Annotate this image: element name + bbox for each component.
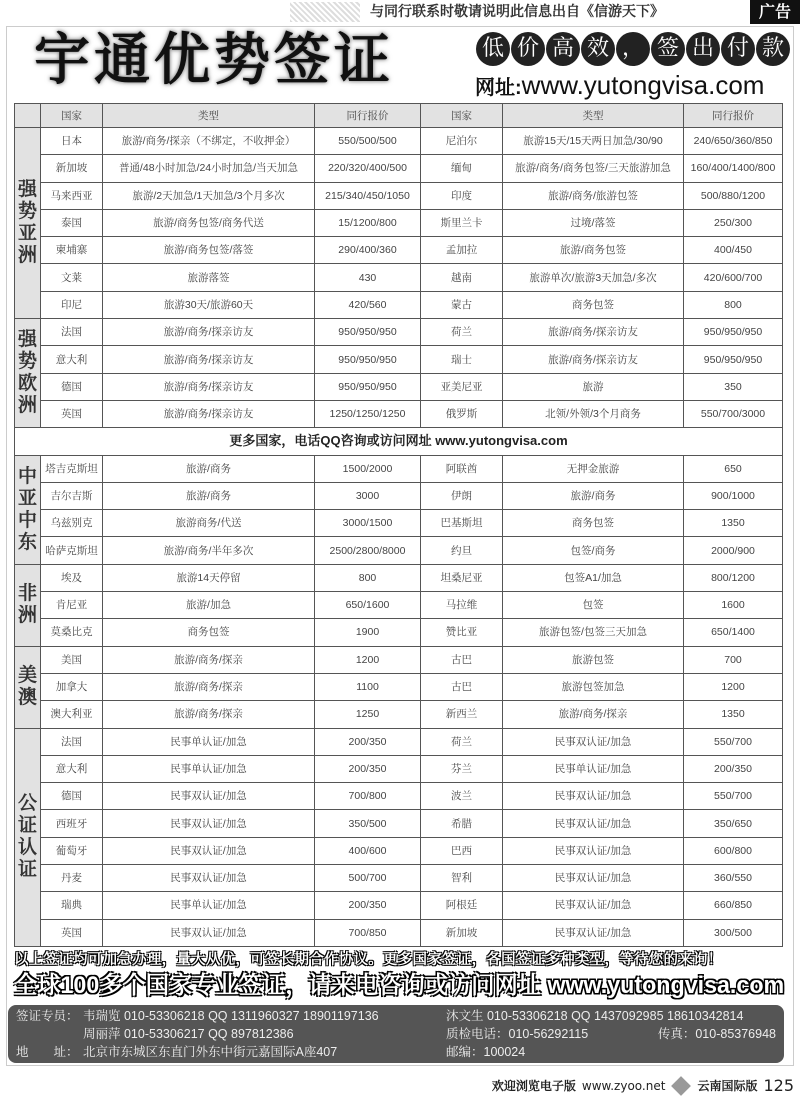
table-row [15,373,783,400]
country-cell: 波兰 [421,783,503,810]
table-row [15,482,783,509]
visa-type-cell: 旅游/商务 [103,482,315,509]
price-cell: 900/1000 [684,482,783,509]
country-cell: 德国 [41,373,103,400]
table-row [15,510,783,537]
country-cell: 印度 [421,182,503,209]
price-cell: 220/320/400/500 [315,155,421,182]
table-row [15,128,783,155]
table-row [15,892,783,919]
country-cell: 英国 [41,400,103,427]
slogan-char: ， [616,32,650,66]
price-cell: 1250/1250/1250 [315,400,421,427]
country-cell: 意大利 [41,346,103,373]
column-header: 类型 [503,104,684,128]
visa-type-cell: 民事双认证/加急 [103,865,315,892]
visa-type-cell: 民事双认证/加急 [503,892,684,919]
slogan [476,32,790,66]
country-cell: 丹麦 [41,865,103,892]
country-cell: 俄罗斯 [421,400,503,427]
price-cell: 350/500 [315,810,421,837]
country-cell: 乌兹别克 [41,510,103,537]
table-row [15,619,783,646]
price-cell: 400/450 [684,237,783,264]
visa-type-cell: 旅游/商务/探亲访友 [103,373,315,400]
visa-type-cell: 旅游/商务/半年多次 [103,537,315,564]
brand-title: 宇通优势签证 [34,28,394,93]
visa-type-cell: 旅游/商务 [503,482,684,509]
visa-type-cell: 包签A1/加急 [503,564,684,591]
column-header: 国家 [421,104,503,128]
price-cell: 650 [684,455,783,482]
visa-type-cell: 旅游/商务/探亲（不绑定，不收押金） [103,128,315,155]
price-cell: 215/340/450/1050 [315,182,421,209]
visa-type-cell: 旅游/商务/探亲 [103,646,315,673]
ad-label: 广告 [750,0,800,24]
country-cell: 荷兰 [421,319,503,346]
price-cell: 1200 [684,673,783,700]
country-cell: 马拉维 [421,592,503,619]
table-row [15,755,783,782]
table-row [15,182,783,209]
top-bar [0,0,800,24]
visa-type-cell: 旅游/2天加急/1天加急/3个月多次 [103,182,315,209]
price-cell: 350 [684,373,783,400]
country-cell: 巴西 [421,837,503,864]
country-cell: 伊朗 [421,482,503,509]
table-row [15,209,783,236]
table-row [15,783,783,810]
region-label: 公证认证 [15,728,41,946]
country-cell: 法国 [41,728,103,755]
table-row [15,564,783,591]
price-cell: 550/500/500 [315,128,421,155]
country-cell: 澳大利亚 [41,701,103,728]
visa-type-cell: 民事双认证/加急 [503,837,684,864]
price-cell: 550/700 [684,783,783,810]
visa-type-cell: 旅游/商务/探亲 [103,701,315,728]
visa-type-cell: 民事双认证/加急 [503,919,684,946]
price-cell: 700/800 [315,783,421,810]
country-cell: 肯尼亚 [41,592,103,619]
visa-type-cell: 旅游/商务 [103,455,315,482]
price-cell: 1500/2000 [315,455,421,482]
visa-type-cell: 民事双认证/加急 [103,783,315,810]
price-cell: 800 [315,564,421,591]
country-cell: 文莱 [41,264,103,291]
visa-type-cell: 民事单认证/加急 [103,892,315,919]
price-cell: 3000/1500 [315,510,421,537]
visa-type-cell: 旅游/商务/探亲访友 [103,319,315,346]
country-cell: 阿根廷 [421,892,503,919]
magazine-logo-icon [672,1076,692,1096]
footer-slogan: 全球100多个国家专业签证，请来电咨询或访问网址 www.yutongvisa.com [14,971,785,999]
price-cell: 2000/900 [684,537,783,564]
country-cell: 赞比亚 [421,619,503,646]
price-cell: 1250 [315,701,421,728]
table-row [15,701,783,728]
price-cell: 160/400/1400/800 [684,155,783,182]
price-cell: 1350 [684,701,783,728]
visa-type-cell: 北领/外领/3个月商务 [503,400,684,427]
table-row [15,155,783,182]
staff-2: 沐文生 010-53306218 QQ 1437092985 18610342814 [446,1008,744,1023]
visa-type-cell: 旅游包签/包签三天加急 [503,619,684,646]
country-cell: 缅甸 [421,155,503,182]
table-row [15,291,783,318]
price-cell: 700 [684,646,783,673]
slogan-char: 签 [651,32,685,66]
promo-text: 欢迎浏览电子版 [491,1079,576,1093]
table-row [15,346,783,373]
table-row [15,537,783,564]
visa-type-cell: 民事双认证/加急 [103,810,315,837]
region-header [15,104,41,128]
country-cell: 芬兰 [421,755,503,782]
country-cell: 斯里兰卡 [421,209,503,236]
visa-type-cell: 民事单认证/加急 [503,755,684,782]
price-cell: 240/650/360/850 [684,128,783,155]
fax: 传真：010-85376948 [657,1026,776,1041]
visa-type-cell: 商务包签 [503,510,684,537]
slogan-char: 款 [756,32,790,66]
price-cell: 420/600/700 [684,264,783,291]
table-row [15,592,783,619]
price-cell: 420/560 [315,291,421,318]
country-cell: 约旦 [421,537,503,564]
content-flow [14,103,786,1063]
table-row [15,673,783,700]
country-cell: 智利 [421,865,503,892]
price-cell: 200/350 [315,728,421,755]
price-cell: 950/950/950 [684,346,783,373]
slogan-char: 价 [511,32,545,66]
url-label: 网址: [475,77,522,99]
visa-type-cell: 旅游/商务/探亲 [103,673,315,700]
visa-type-cell: 旅游/商务/探亲访友 [503,346,684,373]
visa-type-cell: 旅游落签 [103,264,315,291]
country-cell: 意大利 [41,755,103,782]
price-cell: 3000 [315,482,421,509]
visa-type-cell: 民事双认证/加急 [503,810,684,837]
table-row [15,264,783,291]
visa-type-cell: 旅游14天停留 [103,564,315,591]
price-cell: 950/950/950 [315,373,421,400]
region-label: 非洲 [15,564,41,646]
staff-3: 周丽萍 010-53306217 QQ 897812386 [83,1026,294,1041]
visa-type-cell: 旅游/加急 [103,592,315,619]
visa-type-cell: 旅游商务/代送 [103,510,315,537]
footer-notice: 以上签证均可加急办理，量大从优，可签长期合作协议。更多国家签证，各国签证多种类型，等待您的来询！ [14,951,723,968]
column-header: 国家 [41,104,103,128]
website[interactable] [475,70,764,100]
country-cell: 新西兰 [421,701,503,728]
visa-type-cell: 旅游包签 [503,646,684,673]
price-cell: 950/950/950 [315,319,421,346]
country-cell: 柬埔寨 [41,237,103,264]
country-cell: 古巴 [421,673,503,700]
pattern-decoration [290,2,360,22]
page-number: 125 [763,1076,794,1095]
country-cell: 法国 [41,319,103,346]
price-cell: 2500/2800/8000 [315,537,421,564]
visa-type-cell: 商务包签 [103,619,315,646]
price-cell: 950/950/950 [315,346,421,373]
country-cell: 亚美尼亚 [421,373,503,400]
region-label: 美澳 [15,646,41,728]
country-cell: 吉尔吉斯 [41,482,103,509]
visa-type-cell: 民事双认证/加急 [503,865,684,892]
visa-type-cell: 旅游/商务包签/落签 [103,237,315,264]
price-cell: 15/1200/800 [315,209,421,236]
visa-type-cell: 旅游/商务/探亲访友 [103,400,315,427]
visa-type-cell: 旅游/商务/探亲 [503,701,684,728]
price-cell: 1200 [315,646,421,673]
contact-box [8,1005,784,1063]
price-cell: 600/800 [684,837,783,864]
zip-code: 邮编：100024 [446,1044,526,1059]
country-cell: 阿联酋 [421,455,503,482]
price-cell: 800/1200 [684,564,783,591]
source-note: 与同行联系时敬请说明此信息出自《信游天下》 [370,4,664,20]
price-cell: 1100 [315,673,421,700]
country-cell: 日本 [41,128,103,155]
visa-type-cell: 民事双认证/加急 [503,728,684,755]
visa-type-cell: 旅游/商务包签/商务代送 [103,209,315,236]
column-header: 同行报价 [315,104,421,128]
price-cell: 500/880/1200 [684,182,783,209]
visa-type-cell: 过境/落签 [503,209,684,236]
slogan-char: 低 [476,32,510,66]
price-cell: 650/1600 [315,592,421,619]
table-row [15,919,783,946]
visa-type-cell: 民事双认证/加急 [103,919,315,946]
slogan-char: 出 [686,32,720,66]
table-row [15,837,783,864]
price-cell: 950/950/950 [684,319,783,346]
visa-type-cell: 旅游15天/15天两日加急/30/90 [503,128,684,155]
visa-type-cell: 旅游包签加急 [503,673,684,700]
column-header: 类型 [103,104,315,128]
promo-site[interactable]: www.zyoo.net [581,1078,666,1093]
more-countries-note: 更多国家，电话QQ咨询或访问网址 www.yutongvisa.com [15,428,783,455]
table-row [15,237,783,264]
visa-type-cell: 旅游/商务/商务包签/三天旅游加急 [503,155,684,182]
price-cell: 200/350 [315,755,421,782]
table-row [15,810,783,837]
price-cell: 1600 [684,592,783,619]
visa-type-cell: 商务包签 [503,291,684,318]
price-cell: 550/700/3000 [684,400,783,427]
address: 北京市东城区东直门外东中街元嘉国际A座407 [83,1044,338,1059]
price-cell: 650/1400 [684,619,783,646]
country-cell: 坦桑尼亚 [421,564,503,591]
country-cell: 英国 [41,919,103,946]
country-cell: 莫桑比克 [41,619,103,646]
visa-type-cell: 旅游/商务/探亲访友 [503,319,684,346]
slogan-char: 效 [581,32,615,66]
visa-type-cell: 旅游 [503,373,684,400]
table-row [15,319,783,346]
staff-label: 签证专员： [16,1008,79,1023]
price-cell: 550/700 [684,728,783,755]
region-label: 强势欧洲 [15,319,41,428]
address-label: 地 址： [16,1044,79,1059]
country-cell: 德国 [41,783,103,810]
country-cell: 希腊 [421,810,503,837]
visa-type-cell: 旅游单次/旅游3天加急/多次 [503,264,684,291]
column-header: 同行报价 [684,104,783,128]
country-cell: 马来西亚 [41,182,103,209]
visa-type-cell: 民事单认证/加急 [103,755,315,782]
country-cell: 埃及 [41,564,103,591]
country-cell: 新加坡 [41,155,103,182]
table-row [15,728,783,755]
country-cell: 尼泊尔 [421,128,503,155]
visa-type-cell: 无押金旅游 [503,455,684,482]
price-cell: 1350 [684,510,783,537]
qc-phone: 质检电话：010-56292115 [446,1026,589,1041]
country-cell: 西班牙 [41,810,103,837]
country-cell: 加拿大 [41,673,103,700]
country-cell: 瑞典 [41,892,103,919]
visa-type-cell: 旅游30天/旅游60天 [103,291,315,318]
staff-1: 韦瑞览 010-53306218 QQ 1311960327 18901197136 [83,1008,379,1023]
region-label: 强势亚洲 [15,128,41,319]
country-cell: 古巴 [421,646,503,673]
price-cell: 800 [684,291,783,318]
price-cell: 350/650 [684,810,783,837]
country-cell: 越南 [421,264,503,291]
price-cell: 700/850 [315,919,421,946]
country-cell: 美国 [41,646,103,673]
visa-type-cell: 旅游/商务/旅游包签 [503,182,684,209]
visa-type-cell: 民事单认证/加急 [103,728,315,755]
magazine-name: 云南国际版 [697,1079,758,1093]
price-cell: 360/550 [684,865,783,892]
country-cell: 印尼 [41,291,103,318]
visa-type-cell: 民事双认证/加急 [103,837,315,864]
price-cell: 200/350 [684,755,783,782]
visa-type-cell: 民事双认证/加急 [503,783,684,810]
visa-type-cell: 普通/48小时加急/24小时加急/当天加急 [103,155,315,182]
country-cell: 孟加拉 [421,237,503,264]
table-row [15,865,783,892]
visa-type-cell: 旅游/商务/探亲访友 [103,346,315,373]
table-row [15,455,783,482]
price-cell: 1900 [315,619,421,646]
price-cell: 660/850 [684,892,783,919]
country-cell: 塔吉克斯坦 [41,455,103,482]
price-cell: 400/600 [315,837,421,864]
country-cell: 泰国 [41,209,103,236]
country-cell: 新加坡 [421,919,503,946]
price-cell: 200/350 [315,892,421,919]
country-cell: 荷兰 [421,728,503,755]
visa-type-cell: 包签 [503,592,684,619]
price-cell: 250/300 [684,209,783,236]
url-text: www.yutongvisa.com [521,70,765,100]
slogan-char: 高 [546,32,580,66]
country-cell: 哈萨克斯坦 [41,537,103,564]
country-cell: 瑞士 [421,346,503,373]
visa-type-cell: 包签/商务 [503,537,684,564]
country-cell: 葡萄牙 [41,837,103,864]
country-cell: 巴基斯坦 [421,510,503,537]
page-footer [492,1076,794,1095]
table-row [15,400,783,427]
price-cell: 300/500 [684,919,783,946]
price-cell: 430 [315,264,421,291]
price-cell: 500/700 [315,865,421,892]
visa-price-table [14,103,783,947]
slogan-char: 付 [721,32,755,66]
price-cell: 290/400/360 [315,237,421,264]
visa-type-cell: 旅游/商务包签 [503,237,684,264]
table-row [15,646,783,673]
country-cell: 蒙古 [421,291,503,318]
region-label: 中亚中东 [15,455,41,564]
